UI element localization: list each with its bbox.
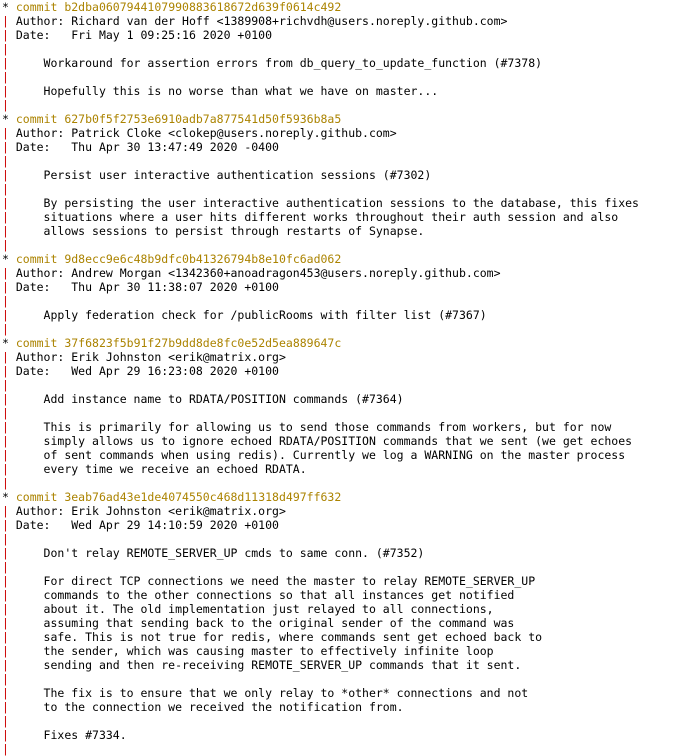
graph-pipe-icon: | bbox=[2, 504, 9, 518]
commit-line bbox=[2, 490, 692, 504]
graph-continuation-line bbox=[2, 322, 692, 336]
author-text: Author: Erik Johnston <erik@matrix.org> bbox=[8, 350, 286, 364]
graph-continuation-line bbox=[2, 294, 692, 308]
message-line bbox=[2, 616, 692, 630]
graph-pipe-icon: | bbox=[2, 420, 9, 434]
graph-pipe-icon: | bbox=[2, 672, 9, 686]
graph-continuation-line bbox=[2, 182, 692, 196]
graph-pipe-icon: | bbox=[2, 616, 9, 630]
graph-pipe-icon: | bbox=[2, 14, 9, 28]
graph-pipe-icon: | bbox=[2, 546, 9, 560]
author-line bbox=[2, 504, 692, 518]
message-line bbox=[2, 574, 692, 588]
author-text: Author: Patrick Cloke <clokep@users.noreply.github.com> bbox=[8, 126, 397, 140]
commit-hash: commit 627b0f5f2753e6910adb7a877541d50f5936b8a5 bbox=[15, 112, 342, 126]
graph-pipe-icon: | bbox=[2, 518, 9, 532]
date-line bbox=[2, 518, 692, 532]
graph-pipe-icon: | bbox=[2, 434, 9, 448]
message-text: simply allows us to ignore echoed RDATA/POSITION commands that we sent (we get echoes bbox=[8, 434, 633, 448]
date-line bbox=[2, 364, 692, 378]
graph-continuation-line bbox=[2, 238, 692, 252]
message-text: Hopefully this is no worse than what we have on master... bbox=[8, 84, 439, 98]
graph-pipe-icon: | bbox=[2, 448, 9, 462]
graph-pipe-icon: | bbox=[2, 560, 9, 574]
message-line bbox=[2, 210, 692, 224]
commit-line bbox=[2, 252, 692, 266]
message-line bbox=[2, 588, 692, 602]
author-text: Author: Richard van der Hoff <1389908+richvdh@users.noreply.github.com> bbox=[8, 14, 508, 28]
message-line bbox=[2, 168, 692, 182]
message-line bbox=[2, 462, 692, 476]
graph-pipe-icon: | bbox=[2, 700, 9, 714]
graph-pipe-icon: | bbox=[2, 658, 9, 672]
date-line bbox=[2, 280, 692, 294]
graph-continuation-line bbox=[2, 714, 692, 728]
graph-pipe-icon: | bbox=[2, 70, 9, 84]
commit-hash: commit b2dba0607944107990883618672d639f0614c492 bbox=[15, 0, 342, 14]
graph-pipe-icon: | bbox=[2, 28, 9, 42]
graph-continuation-line bbox=[2, 378, 692, 392]
date-text: Date: Thu Apr 30 13:47:49 2020 -0400 bbox=[8, 140, 279, 154]
graph-pipe-icon: | bbox=[2, 742, 9, 756]
graph-continuation-line bbox=[2, 42, 692, 56]
message-text: of sent commands when using redis). Currently we log a WARNING on the master process bbox=[8, 448, 626, 462]
commit-hash: commit 9d8ecc9e6c48b9dfc0b41326794b8e10fc6ad062 bbox=[15, 252, 342, 266]
graph-pipe-icon: | bbox=[2, 140, 9, 154]
graph-pipe-icon: | bbox=[2, 126, 9, 140]
graph-continuation-line bbox=[2, 98, 692, 112]
date-line bbox=[2, 28, 692, 42]
author-line bbox=[2, 14, 692, 28]
message-line bbox=[2, 728, 692, 742]
graph-pipe-icon: | bbox=[2, 714, 9, 728]
graph-pipe-icon: | bbox=[2, 406, 9, 420]
commit-hash: commit 37f6823f5b91f27b9dd8de8fc0e52d5ea889647c bbox=[15, 336, 342, 350]
graph-continuation-line bbox=[2, 70, 692, 84]
message-line bbox=[2, 602, 692, 616]
graph-pipe-icon: | bbox=[2, 476, 9, 490]
author-line bbox=[2, 266, 692, 280]
message-line bbox=[2, 224, 692, 238]
graph-pipe-icon: | bbox=[2, 210, 9, 224]
message-line bbox=[2, 630, 692, 644]
message-text: situations where a user hits different works throughout their auth session and also bbox=[8, 210, 619, 224]
commit-line bbox=[2, 336, 692, 350]
message-text: sending and then re-receiving REMOTE_SERVER_UP commands that it sent. bbox=[8, 658, 522, 672]
graph-continuation-line bbox=[2, 154, 692, 168]
date-text: Date: Wed Apr 29 16:23:08 2020 +0100 bbox=[8, 364, 279, 378]
message-line bbox=[2, 196, 692, 210]
message-line bbox=[2, 308, 692, 322]
graph-continuation-line bbox=[2, 560, 692, 574]
graph-node-icon: * bbox=[2, 112, 9, 126]
graph-pipe-icon: | bbox=[2, 588, 9, 602]
message-line bbox=[2, 434, 692, 448]
message-text: Persist user interactive authentication sessions (#7302) bbox=[8, 168, 432, 182]
graph-continuation-line bbox=[2, 742, 692, 756]
graph-pipe-icon: | bbox=[2, 266, 9, 280]
graph-pipe-icon: | bbox=[2, 644, 9, 658]
graph-pipe-icon: | bbox=[2, 350, 9, 364]
graph-pipe-icon: | bbox=[2, 238, 9, 252]
message-text: Fixes #7334. bbox=[8, 728, 127, 742]
graph-pipe-icon: | bbox=[2, 280, 9, 294]
graph-pipe-icon: | bbox=[2, 322, 9, 336]
commit-hash: commit 3eab76ad43e1de4074550c468d11318d497ff632 bbox=[15, 490, 342, 504]
graph-pipe-icon: | bbox=[2, 294, 9, 308]
message-text: This is primarily for allowing us to send those commands from workers, but for now bbox=[8, 420, 612, 434]
graph-continuation-line bbox=[2, 406, 692, 420]
message-line bbox=[2, 420, 692, 434]
graph-pipe-icon: | bbox=[2, 308, 9, 322]
message-text: allows sessions to persist through restarts of Synapse. bbox=[8, 224, 425, 238]
message-text: commands to the other connections so that all instances get notified bbox=[8, 588, 515, 602]
message-line bbox=[2, 392, 692, 406]
message-line bbox=[2, 84, 692, 98]
message-text: to the connection we received the notification from. bbox=[8, 700, 404, 714]
graph-pipe-icon: | bbox=[2, 392, 9, 406]
graph-pipe-icon: | bbox=[2, 630, 9, 644]
graph-continuation-line bbox=[2, 672, 692, 686]
graph-pipe-icon: | bbox=[2, 532, 9, 546]
graph-pipe-icon: | bbox=[2, 364, 9, 378]
message-text: safe. This is not true for redis, where commands sent get echoed back to bbox=[8, 630, 543, 644]
message-text: the sender, which was causing master to effectively infinite loop bbox=[8, 644, 494, 658]
message-text: Don't relay REMOTE_SERVER_UP cmds to same conn. (#7352) bbox=[8, 546, 425, 560]
message-line bbox=[2, 700, 692, 714]
message-line bbox=[2, 686, 692, 700]
graph-pipe-icon: | bbox=[2, 196, 9, 210]
graph-pipe-icon: | bbox=[2, 224, 9, 238]
graph-continuation-line bbox=[2, 476, 692, 490]
graph-node-icon: * bbox=[2, 336, 9, 350]
message-text: Workaround for assertion errors from db_query_to_update_function (#7378) bbox=[8, 56, 543, 70]
date-text: Date: Thu Apr 30 11:38:07 2020 +0100 bbox=[8, 280, 279, 294]
graph-continuation-line bbox=[2, 532, 692, 546]
graph-pipe-icon: | bbox=[2, 574, 9, 588]
graph-pipe-icon: | bbox=[2, 98, 9, 112]
date-text: Date: Fri May 1 09:25:16 2020 +0100 bbox=[8, 28, 273, 42]
commit-line bbox=[2, 112, 692, 126]
graph-pipe-icon: | bbox=[2, 728, 9, 742]
message-text: about it. The old implementation just relayed to all connections, bbox=[8, 602, 494, 616]
graph-pipe-icon: | bbox=[2, 602, 9, 616]
message-text: assuming that sending back to the original sender of the command was bbox=[8, 616, 515, 630]
message-line bbox=[2, 56, 692, 70]
graph-pipe-icon: | bbox=[2, 168, 9, 182]
message-text: For direct TCP connections we need the master to relay REMOTE_SERVER_UP bbox=[8, 574, 536, 588]
graph-node-icon: * bbox=[2, 0, 9, 14]
graph-pipe-icon: | bbox=[2, 686, 9, 700]
author-text: Author: Andrew Morgan <1342360+anoadragon453@users.noreply.github.com> bbox=[8, 266, 501, 280]
commit-line bbox=[2, 0, 692, 14]
message-line bbox=[2, 644, 692, 658]
graph-pipe-icon: | bbox=[2, 42, 9, 56]
message-line bbox=[2, 546, 692, 560]
graph-pipe-icon: | bbox=[2, 462, 9, 476]
date-line bbox=[2, 140, 692, 154]
graph-pipe-icon: | bbox=[2, 84, 9, 98]
message-text: Add instance name to RDATA/POSITION commands (#7364) bbox=[8, 392, 404, 406]
graph-pipe-icon: | bbox=[2, 182, 9, 196]
graph-node-icon: * bbox=[2, 490, 9, 504]
message-line bbox=[2, 658, 692, 672]
graph-pipe-icon: | bbox=[2, 154, 9, 168]
graph-node-icon: * bbox=[2, 252, 9, 266]
message-text: By persisting the user interactive authentication sessions to the database, this fixes bbox=[8, 196, 639, 210]
date-text: Date: Wed Apr 29 14:10:59 2020 +0100 bbox=[8, 518, 279, 532]
author-text: Author: Erik Johnston <erik@matrix.org> bbox=[8, 504, 286, 518]
graph-pipe-icon: | bbox=[2, 56, 9, 70]
graph-pipe-icon: | bbox=[2, 378, 9, 392]
message-text: every time we receive an echoed RDATA. bbox=[8, 462, 307, 476]
message-text: The fix is to ensure that we only relay to *other* connections and not bbox=[8, 686, 529, 700]
message-text: Apply federation check for /publicRooms with filter list (#7367) bbox=[8, 308, 487, 322]
author-line bbox=[2, 126, 692, 140]
message-line bbox=[2, 448, 692, 462]
author-line bbox=[2, 350, 692, 364]
